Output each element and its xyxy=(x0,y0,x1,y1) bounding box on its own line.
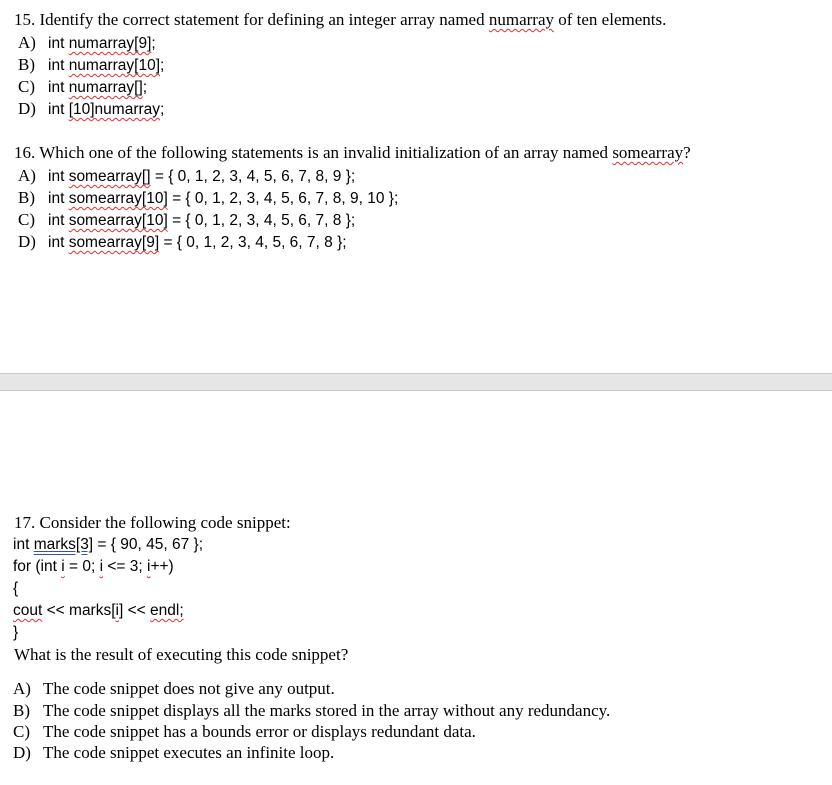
q17-option-c: C) The code snippet has a bounds error or displays redundant data. xyxy=(13,722,476,741)
code-line-3: { xyxy=(13,580,19,597)
code-line-2: for (int i = 0; i <= 3; i++) xyxy=(13,558,174,575)
q17-option-a: A) The code snippet does not give any output. xyxy=(13,679,335,698)
q16-option-b: B) int somearray[10] = { 0, 1, 2, 3, 4, 5, 6, 7, 8, 9, 10 }; xyxy=(18,188,399,207)
code-line-1: int marks[3] = { 90, 45, 67 }; xyxy=(13,536,204,553)
code-line-5: } xyxy=(13,624,19,641)
code-line-4: cout << marks[i] << endl; xyxy=(13,602,184,619)
document-page-bottom xyxy=(0,391,832,785)
q15-option-d: D) int [10]numarray; xyxy=(18,99,165,118)
q16-option-a: A) int somearray[] = { 0, 1, 2, 3, 4, 5, 6, 7, 8, 9 }; xyxy=(18,166,356,185)
question-16-text: 16. Which one of the following statements is an invalid initialization of an array named somearray? xyxy=(14,143,691,162)
q16-option-d: D) int somearray[9] = { 0, 1, 2, 3, 4, 5, 6, 7, 8 }; xyxy=(18,232,347,251)
question-15-text: 15. Identify the correct statement for defining an integer array named numarray of ten elements. xyxy=(14,10,667,29)
question-17-prompt: What is the result of executing this code snippet? xyxy=(14,645,349,664)
q17-option-d: D) The code snippet executes an infinite loop. xyxy=(13,743,335,762)
question-17-text: 17. Consider the following code snippet: xyxy=(14,513,291,532)
q17-option-b: B) The code snippet displays all the marks stored in the array without any redundancy. xyxy=(13,701,611,720)
q15-option-b: B) int numarray[10]; xyxy=(18,55,165,74)
document-page-top xyxy=(0,0,832,373)
q15-option-a: A) int numarray[9]; xyxy=(18,33,156,52)
q16-option-c: C) int somearray[10] = { 0, 1, 2, 3, 4, 5, 6, 7, 8 }; xyxy=(18,210,356,229)
q15-option-c: C) int numarray[]; xyxy=(18,77,148,96)
page-break-gap xyxy=(0,373,832,391)
